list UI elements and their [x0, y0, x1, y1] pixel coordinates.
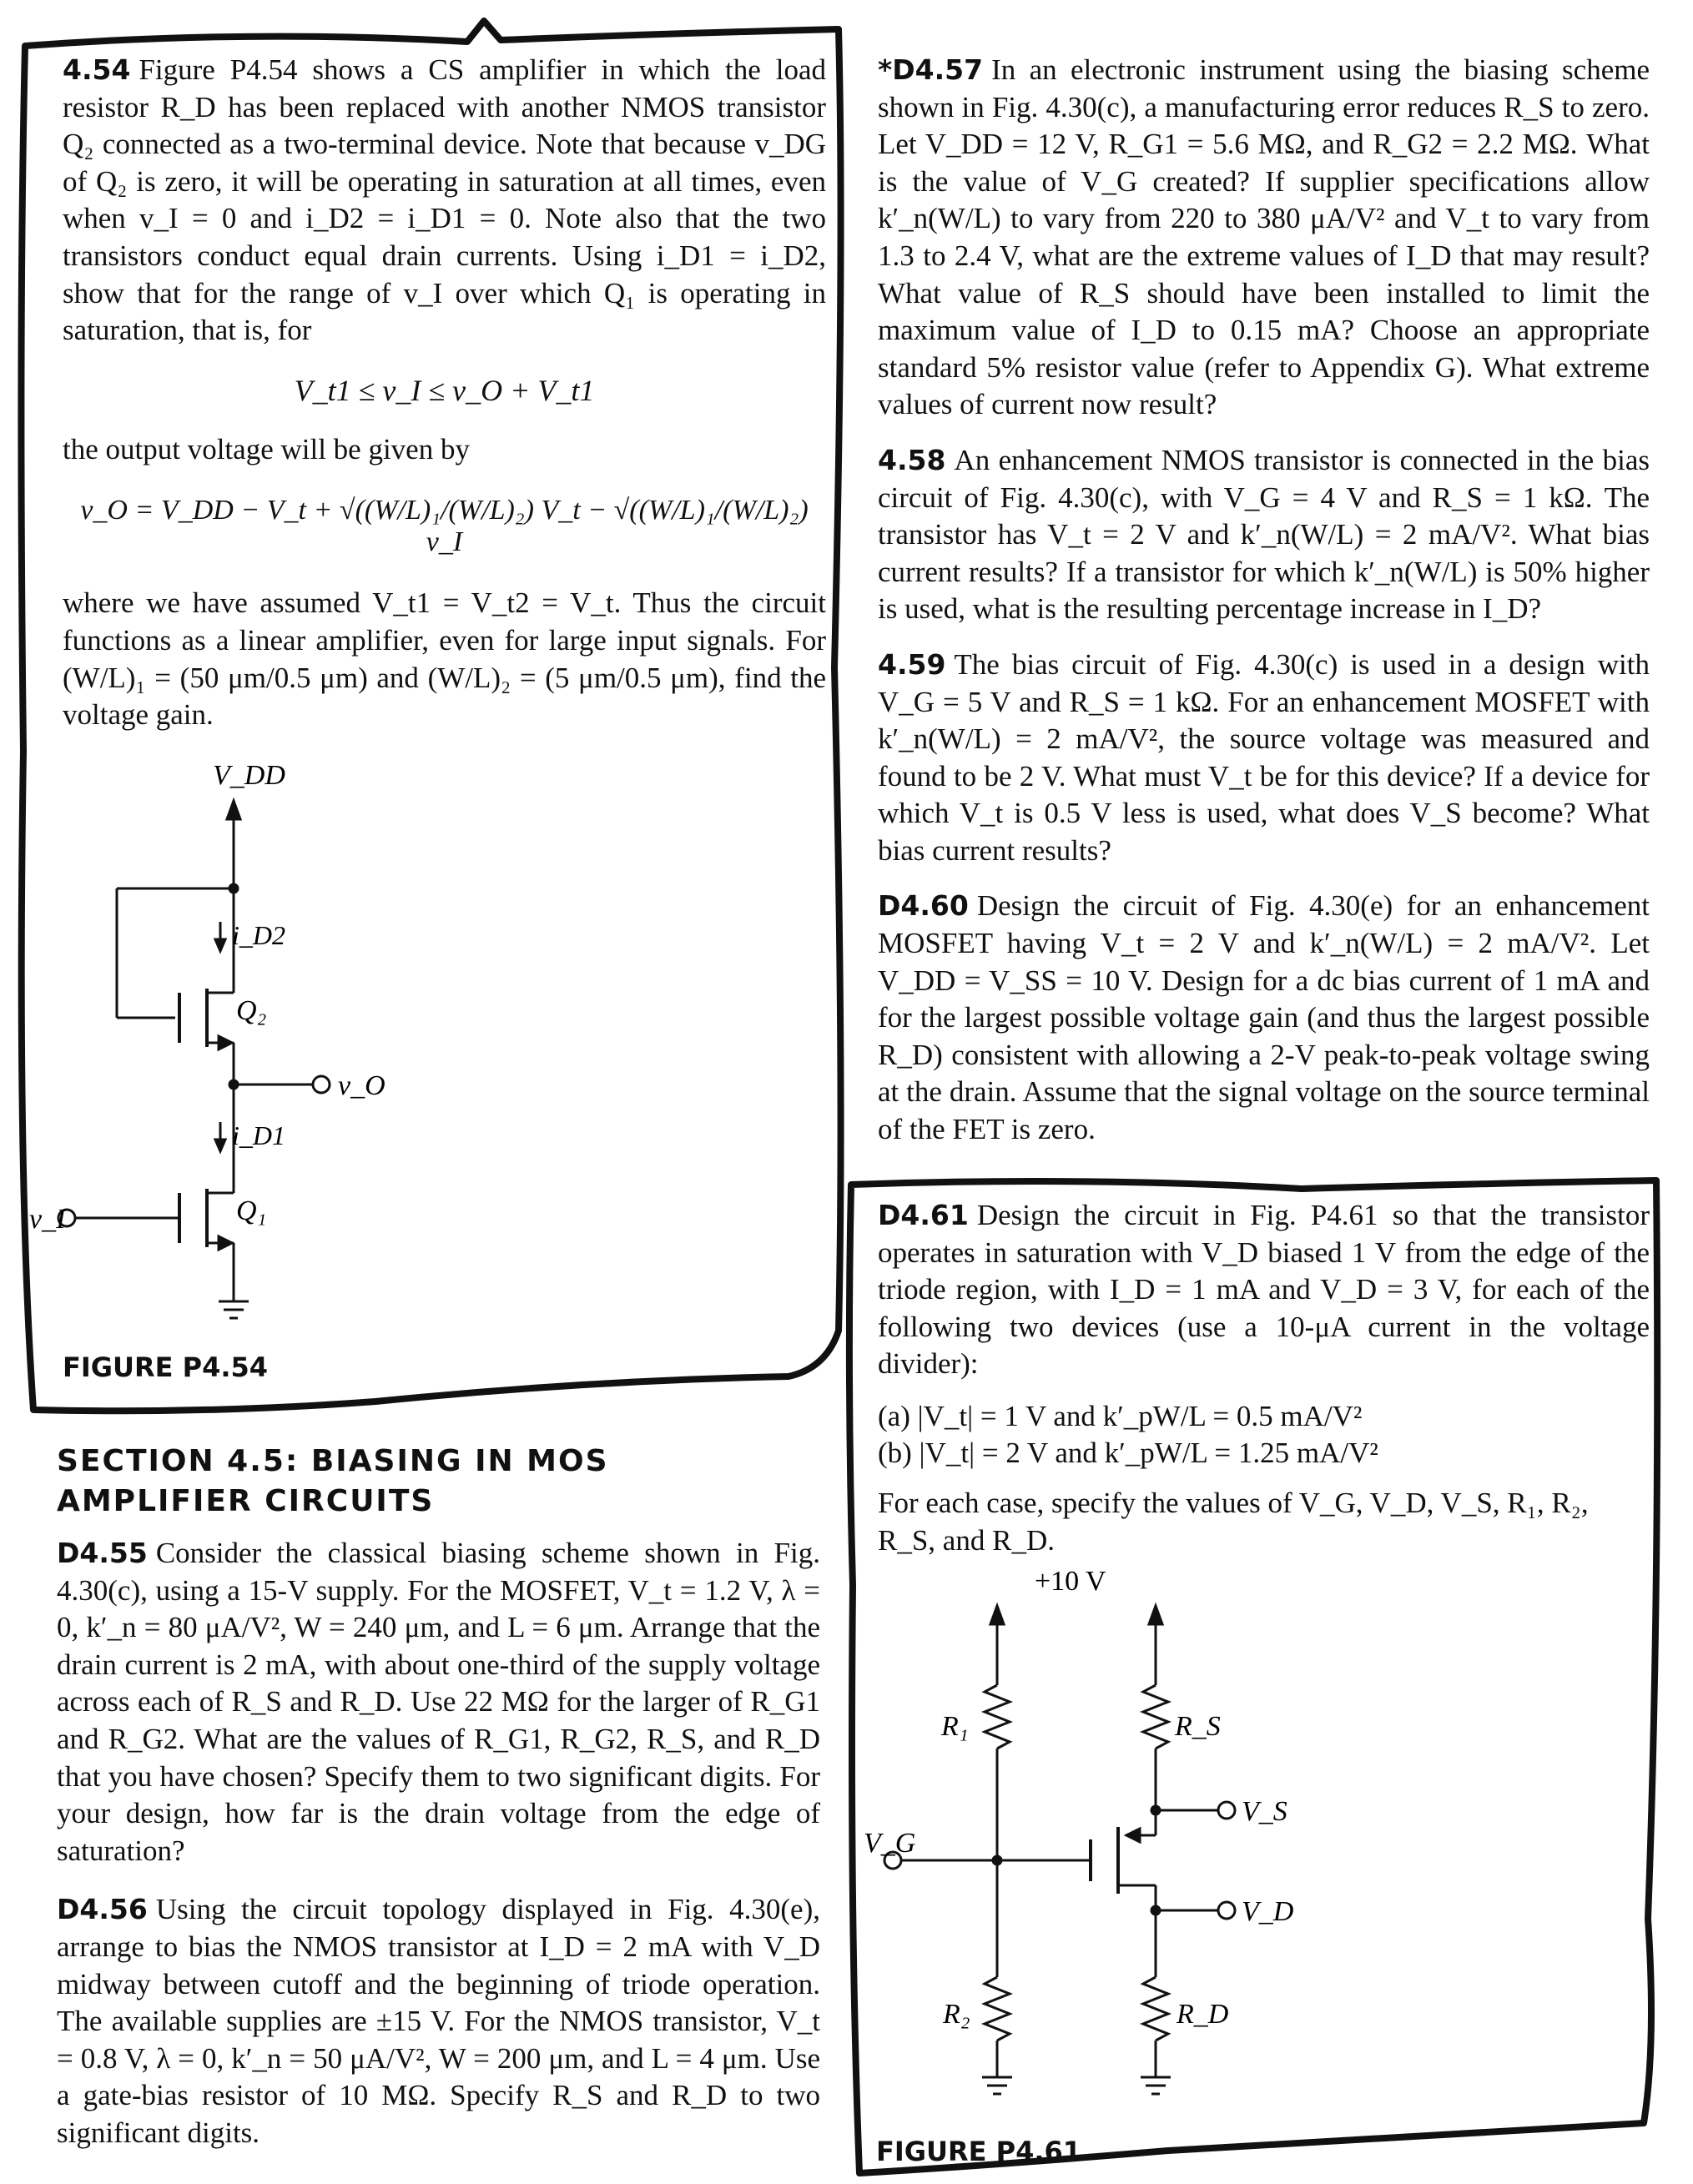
problem-d4-57: [878, 52, 1650, 424]
case-a: (a) |V_t| = 1 V and k′_pW/L = 0.5 mA/V²: [878, 1399, 1363, 1432]
q1-label: Q₁: [236, 1195, 267, 1226]
vo-label: v_O: [338, 1070, 385, 1101]
problem-body: Design the circuit in Fig. P4.61 so that the transistor operates in saturation with V_D biased 1 V from the edge of the triode region, with I_D = 1 mA and V_D = 3 V, for each of the following two devices (use a 10-μA current in the voltage divider):: [878, 1199, 1650, 1381]
q2-label: Q₂: [236, 995, 267, 1026]
problem-text-2: the output voltage will be given by: [63, 432, 470, 465]
section-heading: SECTION 4.5: BIASING IN MOS AMPLIFIER CIRCUITS: [57, 1444, 609, 1518]
r2-label: R₂: [943, 1999, 970, 2030]
supply-label: +10 V: [1035, 1566, 1106, 1597]
vdd-label: V_DD: [213, 760, 285, 791]
problem-d4-61-text: [878, 1197, 1650, 1383]
problem-body: In an electronic instrument using the biasing scheme shown in Fig. 4.30(c), a manufacturing error reduces R_S to zero. Let V_DD = 12 V, R_G1 = 5.6 MΩ, and R_G2 = 2.2 MΩ. What is the value of V_G created? If supplier specifications allow k′_n(W/L) to vary from 220 to 380 μA/V² and V_t to vary from 1.3 to 2.4 V, what are the extreme values of I_D that may result? What value of R_S should have been installed to limit the maximum value of I_D to 0.15 mA? Choose an appropriate standard 5% resistor value (refer to Appendix G). What extreme values of current now result?: [878, 53, 1650, 421]
problem-number: D4.55: [57, 1537, 148, 1569]
problem-number: D4.61: [878, 1199, 969, 1231]
inequality: V_t1 ≤ v_I ≤ v_O + V_t1: [294, 373, 595, 407]
problem-4-58: [878, 442, 1650, 628]
vi-label: v_I: [29, 1204, 66, 1235]
problem-4-59: [878, 647, 1650, 870]
problem-number: 4.59: [878, 647, 946, 681]
problem-d4-61: [878, 1197, 1650, 1559]
problem-body: The bias circuit of Fig. 4.30(c) is used in a design with V_G = 5 V and R_S = 1 kΩ. For an enhancement MOSFET with k′_n(W/L) = 2 mA/V², the source voltage was measured and found to be 2 V. What must V_t be for this device? If a device for which V_t is 0.5 V less is used, what does V_S become? What bias current results?: [878, 647, 1650, 867]
figure-p4-54-caption: FIGURE P4.54: [63, 1351, 269, 1383]
problem-number: *D4.57: [878, 53, 984, 86]
rs-label: R_S: [1175, 1711, 1221, 1742]
specify-text: For each case, specify the values of V_G, V_D, V_S, R₁, R₂, R_S, and R_D.: [878, 1486, 1589, 1557]
vdd-arrow: [227, 801, 240, 819]
figure-p4-61-circuit: [864, 1560, 1335, 2136]
problem-text: [63, 52, 826, 350]
vg-label: V_G: [864, 1828, 916, 1859]
vd-label: V_D: [1242, 1896, 1294, 1927]
problem-text-3: where we have assumed V_t1 = V_t2 = V_t. Thus the circuit functions as a linear amplifier, even for large input signals. For (W/L)₁ = (50 μm/0.5 μm) and (W/L)₂ = (5 μm/0.5 μm), find the voltage gain.: [63, 586, 826, 732]
problem-number: 4.58: [878, 443, 946, 476]
problem-body: Consider the classical biasing scheme shown in Fig. 4.30(c), using a 15-V supply. For the MOSFET, V_t = 1.2 V, λ = 0, k′_n = 80 μA/V², W = 240 μm, and L = 6 μm. Arrange that the drain current is 2 mA, with about one-third of the supply voltage across each of R_S and R_D. Use 22 MΩ for the larger of R_G1 and R_G2. What are the values of R_G1, R_G2, R_S, and R_D that you have chosen? Specify them to two significant digits. For your design, how far is the drain voltage from the edge of saturation?: [57, 1537, 820, 1867]
problem-d4-55: [57, 1535, 820, 1869]
problem-number: 4.54: [63, 53, 131, 86]
figure-p4-61-caption: FIGURE P4.61: [876, 2136, 1082, 2167]
vs-label: V_S: [1242, 1796, 1287, 1827]
figure-p4-54-circuit: [29, 751, 501, 1385]
id2-label: i_D2: [232, 920, 285, 950]
id1-label: i_D1: [232, 1120, 285, 1150]
problem-d4-56: [57, 1891, 820, 2151]
r1-label: R₁: [941, 1711, 969, 1742]
case-b: (b) |V_t| = 2 V and k′_pW/L = 1.25 mA/V²: [878, 1436, 1378, 1469]
rd-label: R_D: [1177, 1999, 1229, 2030]
problem-body: Design the circuit of Fig. 4.30(e) for an enhancement MOSFET having V_t = 2 V and k′_n(W/L) = 2 mA/V². Let V_DD = V_SS = 10 V. Design for a dc bias current of 1 mA and for the largest possible voltage gain (and thus the largest possible R_D) consistent with allowing a 2-V peak-to-peak voltage swing at the drain. Assume that the signal voltage on the source terminal of the FET is zero.: [878, 889, 1650, 1146]
problem-4-54: [63, 52, 826, 734]
output-equation: v_O = V_DD − V_t + √((W/L)₁/(W/L)₂) V_t − √((W/L)₁/(W/L)₂) v_I: [80, 495, 809, 558]
problems-d4-55-d4-56: [57, 1535, 820, 2152]
problem-body: Using the circuit topology displayed in Fig. 4.30(e), arrange to bias the NMOS transistor at I_D = 2 mA with V_D midway between cutoff and the beginning of triode operation. The available supplies are ±15 V. For the NMOS transistor, V_t = 0.8 V, λ = 0, k′_n = 50 μA/V², W = 200 μm, and L = 4 μm. Use a gate-bias resistor of 10 MΩ. Specify R_S and R_D to two significant digits.: [57, 1893, 820, 2149]
problem-body: Figure P4.54 shows a CS amplifier in which the load resistor R_D has been replaced with another NMOS transistor Q₂ connected as a two-terminal device. Note that because v_DG of Q₂ is zero, it will be operating in saturation at all times, even when v_I = 0 and i_D2 = i_D1 = 0. Note also that the two transistors conduct equal drain currents. Using i_D1 = i_D2, show that for the range of v_I over which Q₁ is operating in saturation, that is, for: [63, 53, 826, 347]
problem-d4-60: [878, 888, 1650, 1148]
problem-body: An enhancement NMOS transistor is connected in the bias circuit of Fig. 4.30(c), with V_G = 4 V and R_S = 1 kΩ. The transistor has V_t = 2 V and k′_n(W/L) = 2 mA/V². What bias current results? If a transistor for which k′_n(W/L) is 50% higher is used, what is the resulting percentage increase in I_D?: [878, 443, 1650, 626]
problem-number: D4.60: [878, 889, 969, 923]
problem-number: D4.56: [57, 1893, 148, 1926]
problems-d4-57-to-d4-60: [878, 52, 1650, 1149]
